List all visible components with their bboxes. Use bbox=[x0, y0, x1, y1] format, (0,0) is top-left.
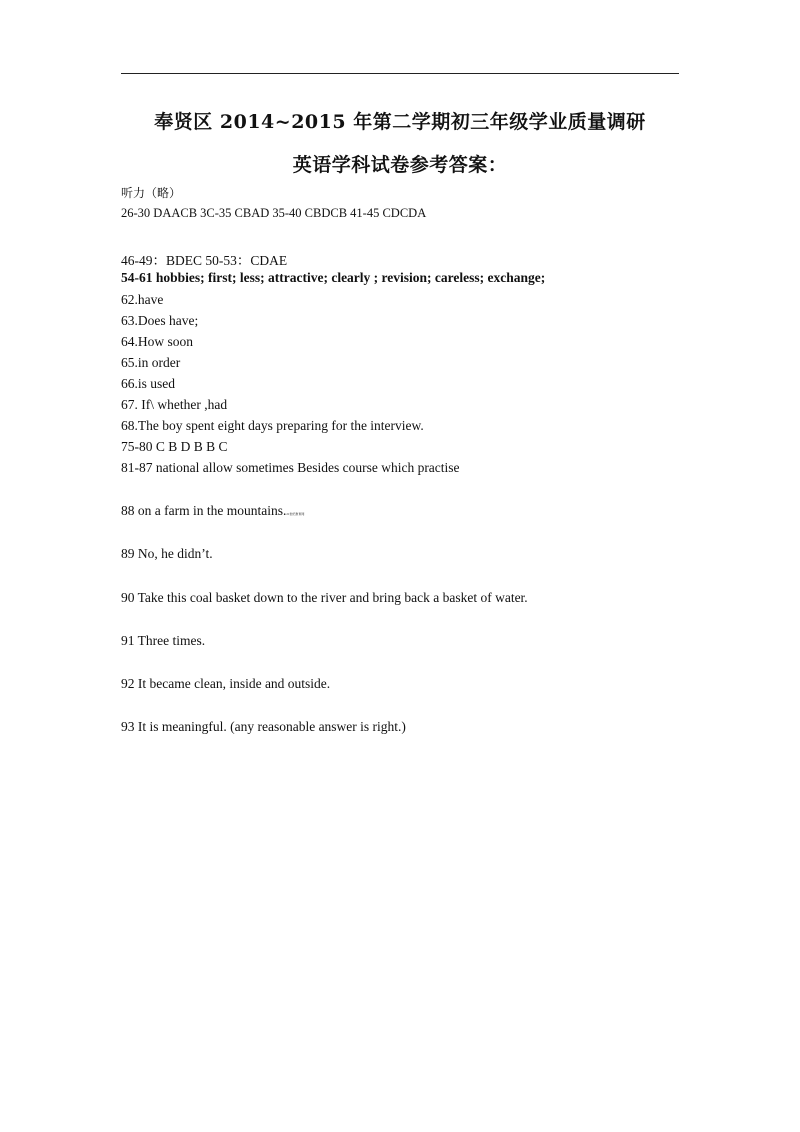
answer-68: 68.The boy spent eight days preparing for the interview. bbox=[121, 418, 424, 433]
answer-91: 91 Three times. bbox=[121, 633, 206, 648]
answer-line-54-61: 54-61 hobbies; first; less; attractive; clearly ; revision; careless; exchange; bbox=[121, 270, 546, 285]
answer-93: 93 It is meaningful. (any reasonable answer is right.) bbox=[121, 719, 406, 734]
answer-line-75-80: 75-80 C B D B B C bbox=[121, 439, 228, 454]
answer-89: 89 No, he didn’t. bbox=[121, 546, 213, 561]
answer-line-46-53: 46-49：BDEC 50-53：CDAE bbox=[121, 253, 288, 268]
answer-88 bbox=[121, 503, 304, 519]
page-subtitle: 英语学科试卷参考答案： bbox=[292, 154, 508, 176]
answer-62: 62.have bbox=[121, 292, 164, 307]
answer-64: 64.How soon bbox=[121, 334, 194, 349]
listening-note: 听力（略） bbox=[121, 186, 182, 200]
top-rule bbox=[121, 73, 679, 74]
page-title: 奉贤区 2014~2015 年第二学期初三年级学业质量调研 bbox=[154, 111, 646, 133]
answer-65: 65.in order bbox=[121, 355, 181, 370]
answer-88-text: 88 on a farm in the mountains. bbox=[121, 503, 287, 518]
answer-92: 92 It became clean, inside and outside. bbox=[121, 676, 331, 691]
answer-66: 66.is used bbox=[121, 376, 175, 391]
answer-90: 90 Take this coal basket down to the river and bring back a basket of water. bbox=[121, 590, 528, 605]
answer-63: 63.Does have; bbox=[121, 313, 199, 328]
answer-line-81-87: 81-87 national allow sometimes Besides course which practise bbox=[121, 460, 460, 475]
answer-line-26-45: 26-30 DAACB 3C-35 CBAD 35-40 CBDCB 41-45 CDCDA bbox=[121, 206, 427, 220]
answer-88-tiny-mark: 21世纪教育网 bbox=[286, 512, 305, 516]
answer-67: 67. If\ whether ,had bbox=[121, 397, 228, 412]
